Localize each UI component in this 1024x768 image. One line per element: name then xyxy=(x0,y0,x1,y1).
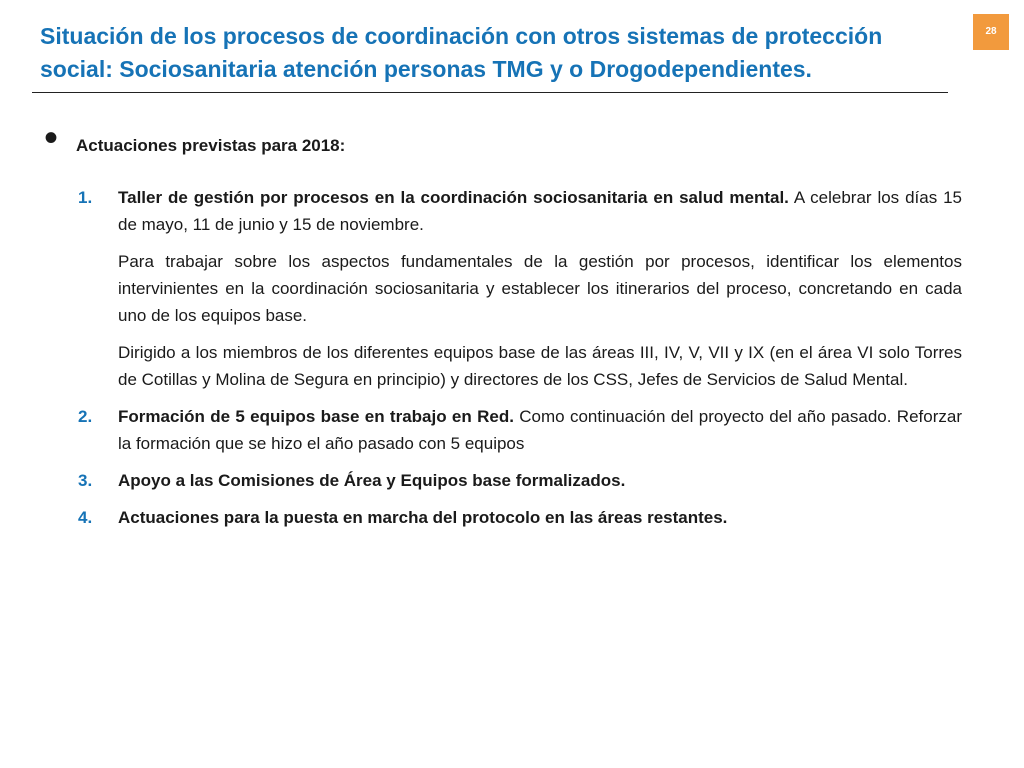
item-paragraph: Para trabajar sobre los aspectos fundamentales de la gestión por procesos, identificar los elementos intervinientes en la coordinación sociosanitaria y establecer los itinerarios del proceso, concretando en cada uno de los equipos base. xyxy=(118,252,962,325)
list-item-text: A celebrar los días 15 de mayo, 11 de junio y 15 de noviembre. xyxy=(118,188,962,234)
list-item-number: 1. xyxy=(78,188,93,207)
bullet-heading: Actuaciones previstas para 2018: xyxy=(76,136,346,155)
slide-title-line-1: Situación de los procesos de coordinación con otros sistemas de protección xyxy=(40,23,883,49)
list-item-bold: Actuaciones para la puesta en marcha del protocolo en las áreas restantes. xyxy=(118,508,728,527)
list-item-bold: Apoyo a las Comisiones de Área y Equipos base formalizados. xyxy=(118,471,626,490)
list-item-text: Como continuación del proyecto del año pasado. Reforzar la formación que se hizo el año pasado con 5 equipos xyxy=(118,407,962,453)
list-item xyxy=(76,184,962,238)
title-divider xyxy=(32,92,948,93)
item-paragraph: Dirigido a los miembros de los diferentes equipos base de las áreas III, IV, V, VII y IX (en el área VI solo Torres de Cotillas y Molina de Segura en principio) y directores de los CSS, Jefes de Servicios de Salud Mental. xyxy=(118,343,962,389)
list-item-number: 2. xyxy=(78,407,93,426)
list-item xyxy=(76,504,962,531)
list-item-number: 3. xyxy=(78,471,93,490)
list-item-bold: Formación de 5 equipos base en trabajo en Red. xyxy=(118,407,514,426)
list-item xyxy=(76,403,962,457)
bullet-icon: • xyxy=(44,116,59,160)
content-body xyxy=(76,184,962,541)
slide-title-line-2: social: Sociosanitaria atención personas TMG y o Drogodependientes. xyxy=(40,56,812,82)
list-item xyxy=(76,467,962,494)
slide-title xyxy=(40,20,940,86)
page-number-badge: 28 xyxy=(973,14,1009,50)
list-item-number: 4. xyxy=(78,508,93,527)
list-item-bold: Taller de gestión por procesos en la coordinación sociosanitaria en salud mental. xyxy=(118,188,789,207)
